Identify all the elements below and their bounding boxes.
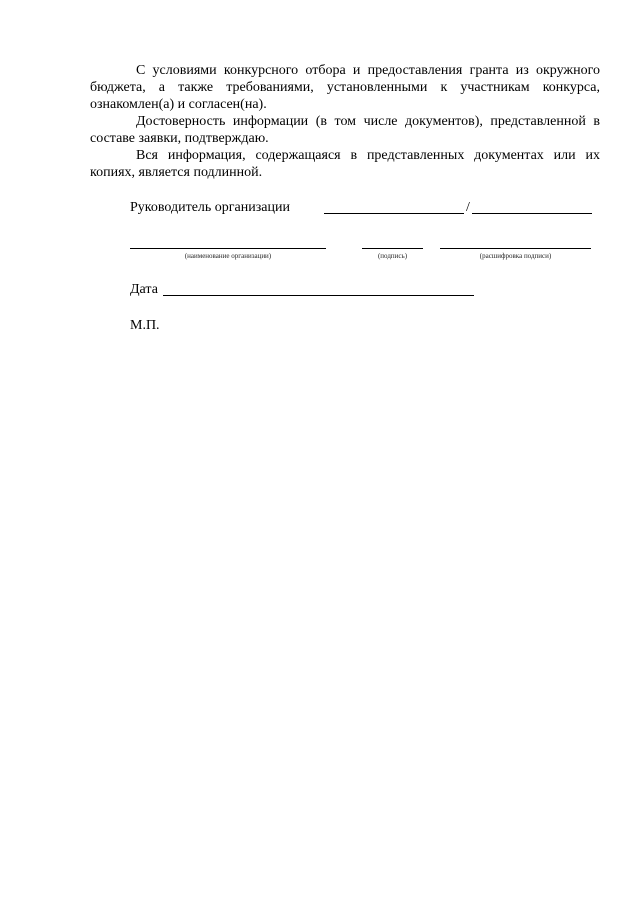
caption-sign: (подпись) [377,252,408,260]
paragraph-authenticity: Вся информация, содержащаяся в представленных документах или их копиях, является подлинной. [90,148,600,180]
org-name-line [130,248,326,249]
signature-line [324,213,464,214]
stamp-label: М.П. [130,318,160,333]
paragraph-conditions: С условиями конкурсного отбора и предоставления гранта из окружного бюджета, а также требованиями, установленными к участникам конкурса, ознакомлен(а) и согласен(на). [90,63,600,112]
date-line [163,295,474,296]
sign-line [362,248,423,249]
caption-org: (наименование организации) [184,252,272,260]
paragraph-accuracy: Достоверность информации (в том числе документов), представленной в составе заявки, подтверждаю. [90,114,600,146]
caption-decode: (расшифровка подписи) [479,252,552,260]
slash: / [466,200,470,215]
date-label: Дата [130,282,158,297]
name-line [472,213,592,214]
decode-line [440,248,591,249]
head-label: Руководитель организации [130,200,290,215]
